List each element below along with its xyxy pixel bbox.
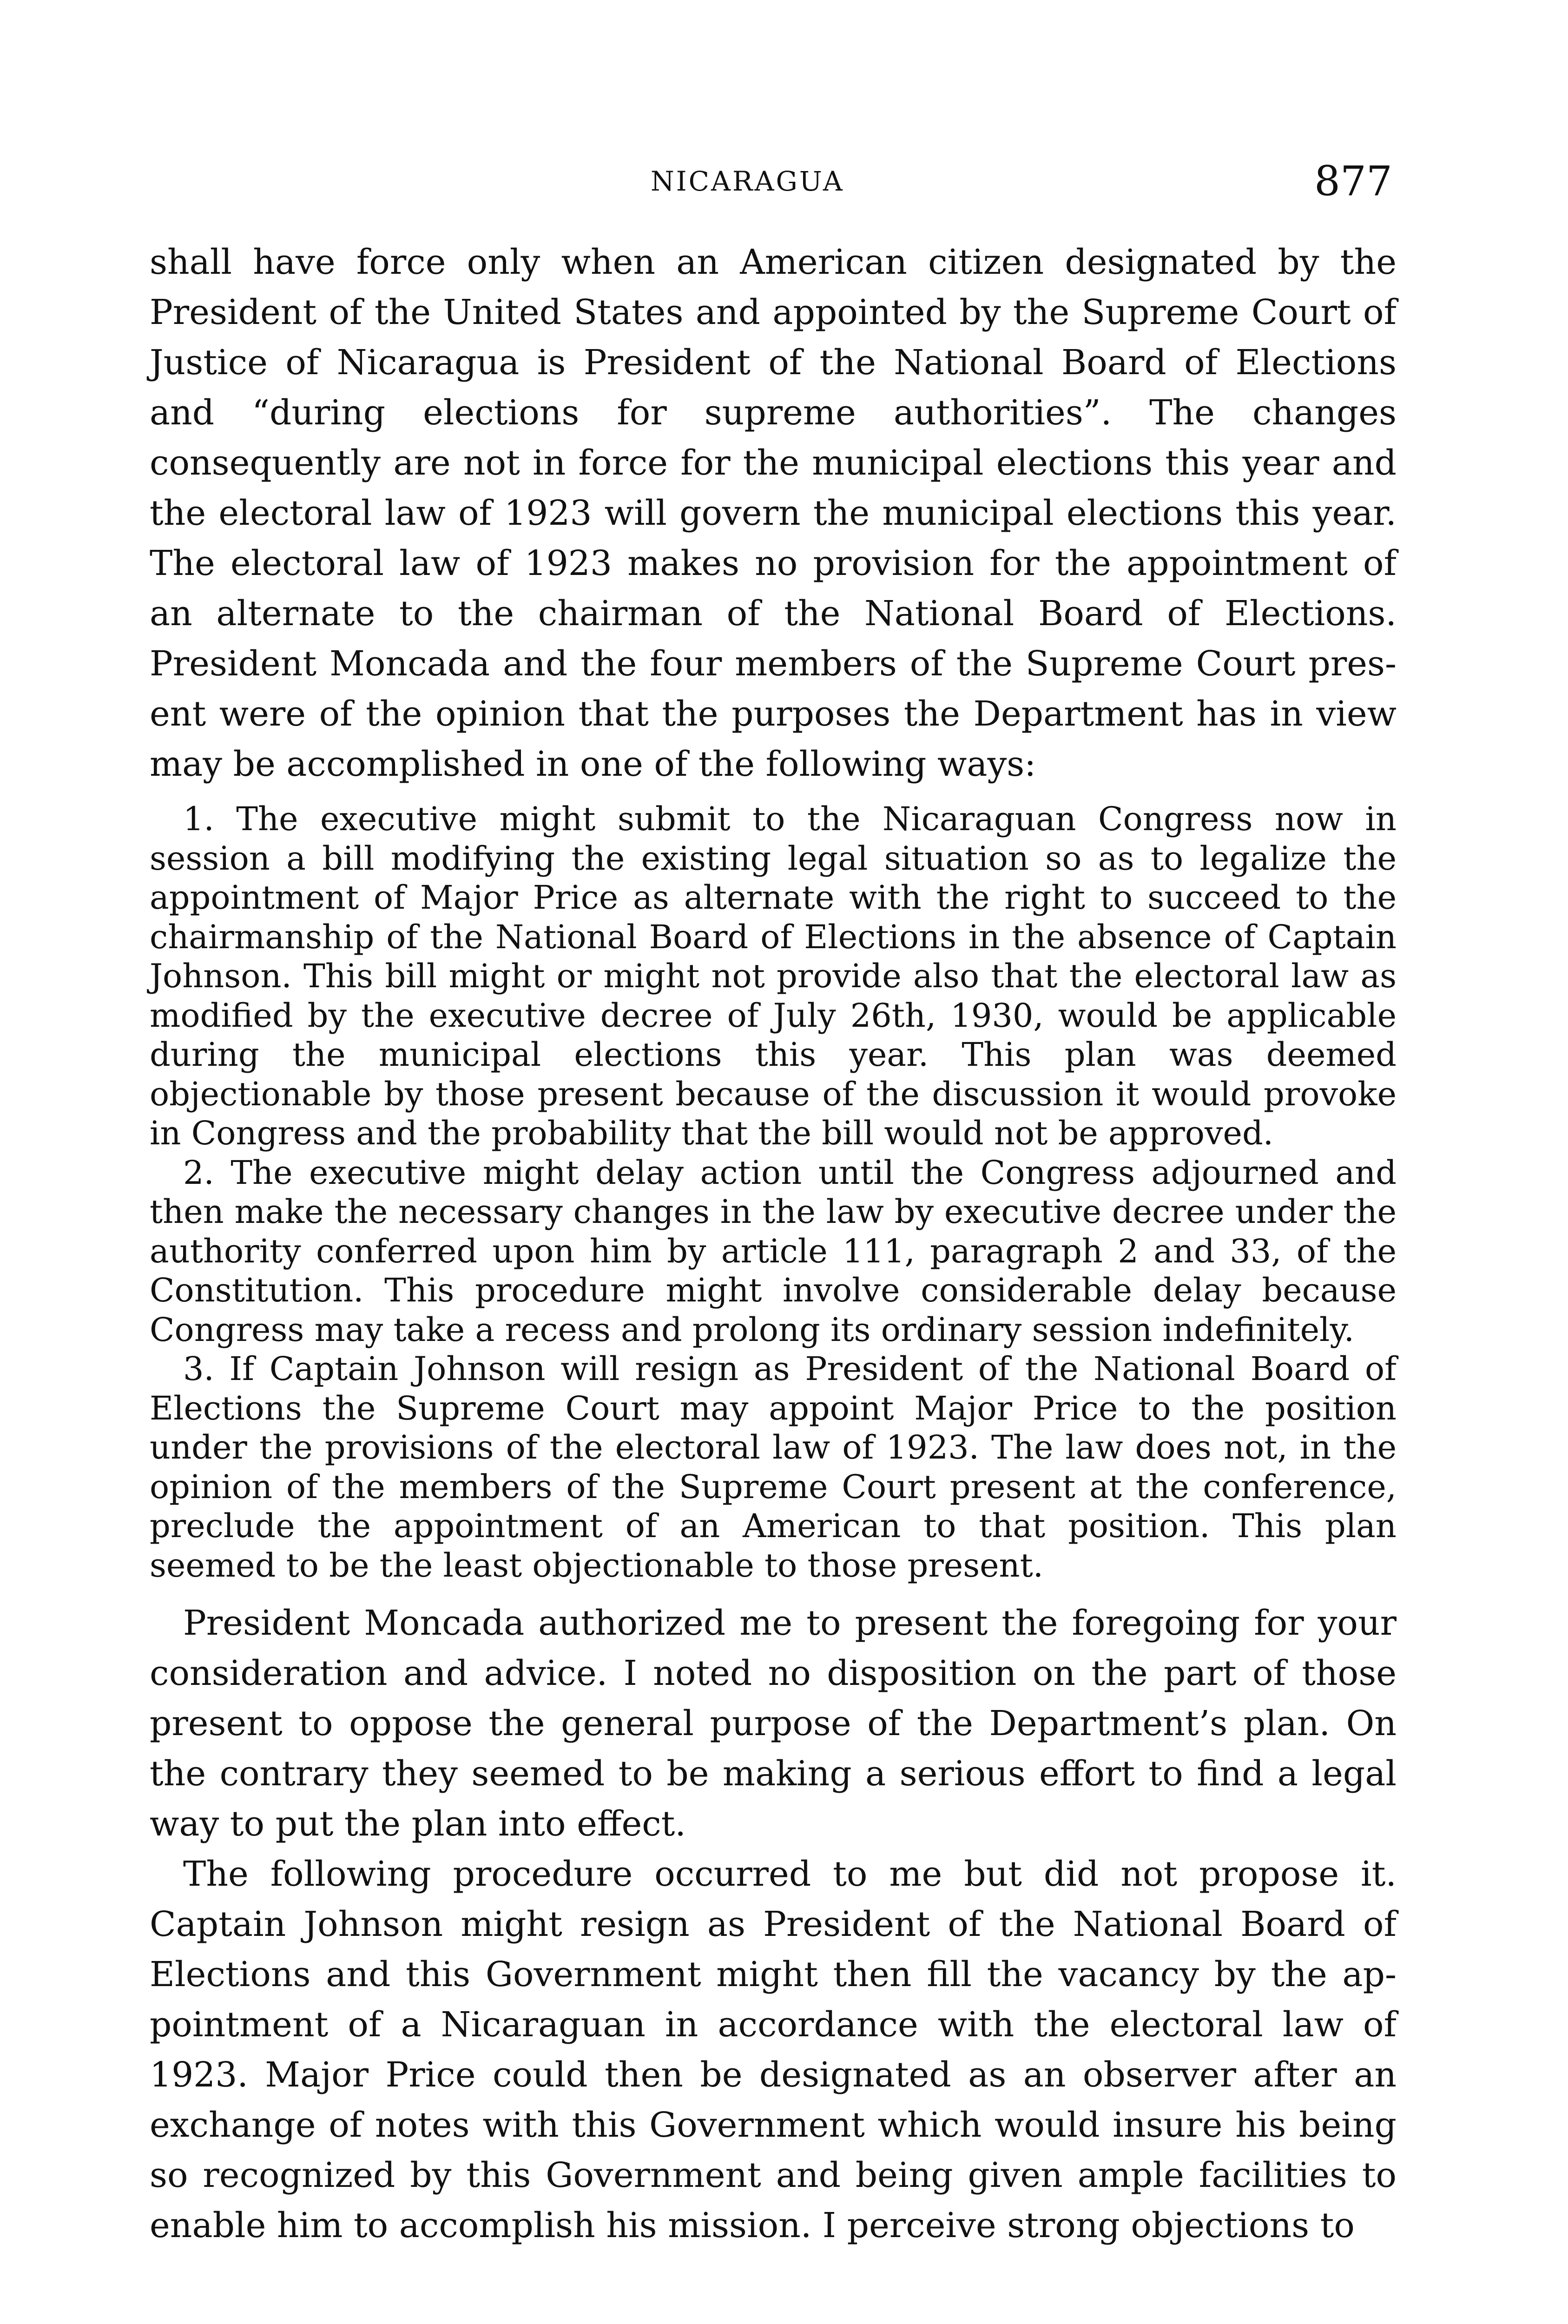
list-item-3: 3. If Captain Johnson will resign as President of the National Board of Elections the Supreme Court may appoint Major Price to the position under the provisions of the electoral law of 1923. The law does not, in the opinion of the members of the Supreme Court present at the conference, preclude the appointment of an American to that position. This plan seemed to be the least objectionable to those present.	[150, 1350, 1397, 1585]
paragraph-continuation: shall have force only when an American citizen designated by the President of the United States and appointed by the Supreme Court of Justice of Nicaragua is President of the National Board of Elections and “during elections for supreme authorities”. The changes consequently are not in force for the municipal elections this year and the electoral law of 1923 will govern the municipal elections this year. The electoral law of 1923 makes no provision for the appointment of an alternate to the chairman of the National Board of Elections. President Moncada and the four members of the Supreme Court present were of the opinion that the purposes the Department has in view may be accomplished in one of the following ways:	[150, 242, 1397, 784]
page-number: 877	[1314, 157, 1392, 205]
paragraph-procedure: The following procedure occurred to me but did not propose it. Captain Johnson might resign as President of the National Board of Elections and this Government might then fill the vacancy by the appointment of a Nicaraguan in accordance with the electoral law of 1923. Major Price could then be designated as an observer after an exchange of notes with this Government which would insure his being so recognized by this Government and being given ample facilities to enable him to accomplish his mission. I perceive strong objections to	[150, 1854, 1397, 2245]
list-item-2: 2. The executive might delay action until the Congress adjourned and then make the necessary changes in the law by executive decree under the authority conferred upon him by article 111, paragraph 2 and 33, of the Constitution. This procedure might involve considerable delay because Congress may take a recess and prolong its ordinary session indefinitely.	[150, 1153, 1397, 1349]
numbered-list	[150, 799, 1397, 1585]
page-body	[150, 237, 1397, 2251]
paragraph-moncada: President Moncada authorized me to present the foregoing for your consideration and advice. I noted no disposition on the part of those present to oppose the general purpose of the Department’s plan. On the contrary they seemed to be making a serious effort to find a legal way to put the plan into effect.	[150, 1603, 1397, 1844]
list-item-1: 1. The executive might submit to the Nicaraguan Congress now in session a bill modifying the existing legal situation so as to legalize the appointment of Major Price as alternate with the right to succeed to the chairmanship of the National Board of Elections in the absence of Captain Johnson. This bill might or might not provide also that the electoral law as modified by the executive decree of July 26th, 1930, would be applicable during the municipal elections this year. This plan was deemed objectionable by those present because of the discussion it would provoke in Congress and the probability that the bill would not be approved.	[150, 800, 1397, 1152]
running-title: NICARAGUA	[651, 165, 844, 197]
running-head	[0, 153, 1568, 209]
